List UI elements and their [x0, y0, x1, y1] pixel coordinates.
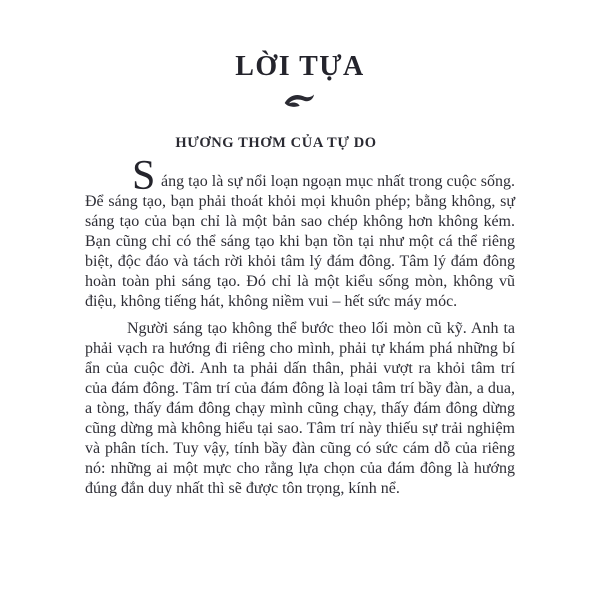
dropcap-initial: S: [132, 153, 156, 199]
paragraph: [85, 319, 515, 499]
paragraph-text: Người sáng tạo không thể bước theo lối mòn cũ kỹ. Anh ta phải vạch ra hướng đi riêng cho mình, phải tự khám phá những bí ẩn của cuộc đời. Anh ta phải dấn thân, phải vượt ra khỏi tâm trí của đám đông. Tâm trí của đám đông là loại tâm trí bầy đàn, a dua, a tòng, thấy đám đông chạy mình cũng chạy, thấy đám đông dừng cũng dừng mà không hiểu tại sao. Tâm trí này thiếu sự trải nghiệm và phân tích. Tuy vậy, tính bầy đàn cũng có sức cám dỗ của riêng nó: những ai một mực cho rằng lựa chọn của đám đông là hướng đúng đắn duy nhất thì sẽ được tôn trọng, kính nể.: [85, 320, 515, 497]
paragraph-text: áng tạo là sự nổi loạn ngoạn mục nhất trong cuộc sống. Để sáng tạo, bạn phải thoát khỏi mọi khuôn phép; bằng không, sự sáng tạo của bạn chỉ là một bản sao chép không hơn không kém. Bạn cũng chỉ có thể sáng tạo khi bạn tồn tại như một cá thể riêng biệt, độc đáo và tách rời khỏi tâm lý đám đông. Tâm lý đám đông hoàn toàn phi sáng tạo. Đó chỉ là một kiểu sống mòn, không vũ điệu, không tiếng hát, không niềm vui – hết sức máy móc.: [85, 173, 515, 310]
fleuron-icon: [283, 96, 317, 113]
chapter-title: LỜI TỰA: [235, 51, 365, 82]
chapter-ornament: [85, 92, 515, 110]
section-heading: HƯƠNG THƠM CỦA TỰ DO: [175, 135, 377, 151]
paragraph: [85, 153, 515, 312]
